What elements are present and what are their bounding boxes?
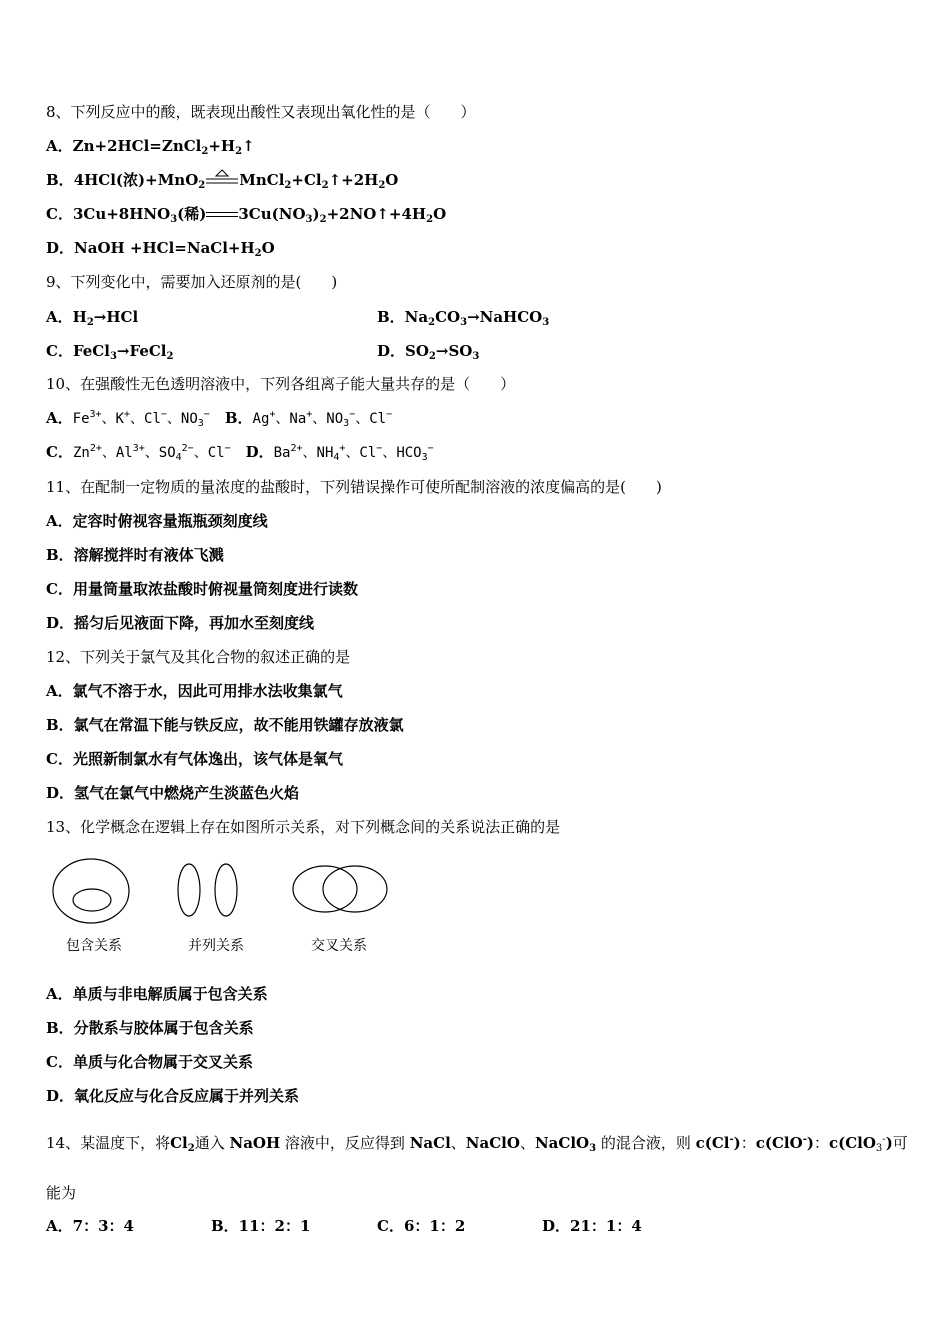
q9-option-a: A．$H_2\to HCl$	[46, 308, 139, 328]
q12-stem: 12、下列关于氯气及其化合物的叙述正确的是	[46, 648, 351, 666]
q14-stem: 14、某温度下，将$Cl_2$通入 NaOH 溶液中，反应得到 NaCl、NaClO、NaClO$_3$ 的混合液，则 c(Cl-)：c(ClO-)：c(ClO$_3$-)可	[46, 1134, 908, 1154]
q14-option-b: B．11：2：1	[211, 1217, 311, 1235]
inclusion-diagram	[53, 859, 129, 923]
q9-option-c: C．FeCl$_3$→FeCl$_2$	[46, 342, 174, 362]
q9-stem: 9、下列变化中，需要加入还原剂的是( )	[46, 273, 338, 291]
q12-option-a: A．氯气不溶于水，因此可用排水法收集氯气	[46, 682, 343, 700]
label-inclusion: 包含关系	[66, 938, 122, 954]
q11-option-b: B．溶解搅拌时有液体飞溅	[46, 546, 224, 564]
q11-option-d: D．摇匀后见液面下降，再加水至刻度线	[46, 614, 315, 632]
q8-option-c: C．$3Cu+8HNO_3$(稀) $3Cu(NO_3)_2+2NO↑+4H_2O$	[46, 205, 447, 225]
q13-option-b: B．分散系与胶体属于包含关系	[46, 1019, 254, 1037]
q13-option-a: A．单质与非电解质属于包含关系	[46, 985, 268, 1003]
q8-option-d: D．NaOH $+HCl=NaCl+H_2O$	[46, 239, 275, 259]
q10-stem: 10、在强酸性无色透明溶液中，下列各组离子能大量共存的是（ ）	[46, 375, 516, 393]
q14-option-c: C．6：1：2	[377, 1217, 466, 1235]
heat-condition-icon	[205, 174, 239, 188]
q14-option-a: A．7：3：4	[46, 1217, 134, 1235]
q13-option-d: D．氧化反应与化合反应属于并列关系	[46, 1087, 300, 1105]
q11-option-c: C．用量筒量取浓盐酸时俯视量筒刻度进行读数	[46, 580, 358, 598]
equals-sign-icon	[206, 211, 238, 219]
parallel-diagram	[178, 864, 237, 916]
q8-option-a: A．$Zn+2HCl=ZnCl_2+H_2↑$	[46, 137, 255, 157]
q12-option-d: D．氢气在氯气中燃烧产生淡蓝色火焰	[46, 784, 300, 802]
q13-stem: 13、化学概念在逻辑上存在如图所示关系，对下列概念间的关系说法正确的是	[46, 818, 561, 836]
relation-diagram	[46, 852, 406, 932]
q14-option-d: D．21：1：4	[542, 1217, 642, 1235]
q9-option-d: D．$SO_2\to SO_3$	[377, 342, 480, 362]
q10-options-cd: C．$Zn^{2+}$、$Al^{3+}$、$SO_4^{2-}$、Cl− D．$Ba^{2+}$、$NH_4^+$、Cl−、$HCO_3^-$	[46, 443, 434, 463]
label-intersection: 交叉关系	[311, 938, 367, 954]
q11-option-a: A．定容时俯视容量瓶瓶颈刻度线	[46, 512, 268, 530]
q10-options-ab: A．$Fe^{3+}$、K+、Cl−、$NO_3^-$ B．Ag+、Na+、$NO_3^-$、Cl−	[46, 409, 393, 429]
q12-option-c: C．光照新制氯水有气体逸出，该气体是氧气	[46, 750, 343, 768]
q11-stem: 11、在配制一定物质的量浓度的盐酸时，下列错误操作可使所配制溶液的浓度偏高的是( )	[46, 478, 662, 496]
intersection-diagram	[293, 866, 387, 912]
label-parallel: 并列关系	[188, 938, 244, 954]
q9-option-b: B．$Na_2CO_3\to NaHCO_3$	[377, 308, 550, 328]
q8-stem: 8、下列反应中的酸，既表现出酸性又表现出氧化性的是（ ）	[46, 103, 476, 121]
q13-option-c: C．单质与化合物属于交叉关系	[46, 1053, 253, 1071]
q12-option-b: B．氯气在常温下能与铁反应，故不能用铁罐存放液氯	[46, 716, 404, 734]
q14-stem-cont: 能为	[46, 1184, 77, 1202]
q8-option-b: B．4HCl(浓)+MnO$_2$ $MnCl_2+Cl_2↑+2H_2O$	[46, 171, 399, 191]
